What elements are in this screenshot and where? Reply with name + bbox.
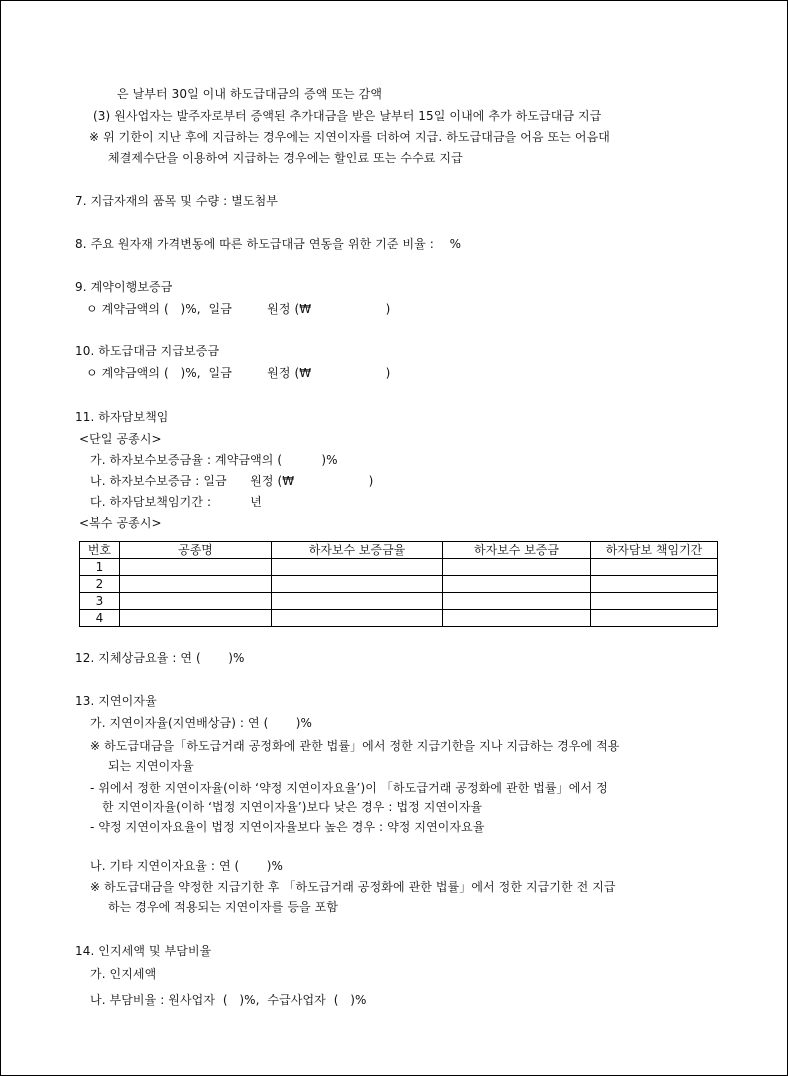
table-header: 하자보수 보증금: [443, 542, 591, 559]
table-header: 하자보수 보증금율: [272, 542, 443, 559]
text-line: ※ 위 기한이 지난 후에 지급하는 경우에는 지연이자를 더하여 지급. 하도급대금을 어음 또는 어음대: [89, 130, 610, 144]
section-14-heading: 14. 인지세액 및 부담비율: [75, 944, 212, 958]
section-7-heading: 7. 지급자재의 품목 및 수량 : 별도첨부: [75, 194, 278, 208]
text-line: ※ 하도급대금을 약정한 지급기한 후 「하도급거래 공정화에 관한 법률」에서 정한 지급기한 전 지급: [90, 880, 616, 894]
text-line: 가. 지연이자율(지연배상금) : 연 ( )%: [90, 716, 313, 730]
text-line: 되는 지연이자율: [108, 759, 194, 773]
text-line: 가. 인지세액: [90, 967, 157, 981]
text-line: <단일 공종시>: [79, 432, 162, 446]
row-number: 3: [80, 593, 120, 610]
section-13-heading: 13. 지연이자율: [75, 694, 157, 708]
row-number: 4: [80, 610, 120, 627]
table-row: [80, 610, 718, 627]
text-line: 다. 하자담보책임기간 : 년: [90, 495, 262, 509]
text-line: 나. 하자보수보증금 : 일금 원정 (₩ ): [90, 474, 374, 488]
text-line: 나. 기타 지연이자요율 : 연 ( )%: [90, 859, 284, 873]
text-line: ※ 하도급대금을「하도급거래 공정화에 관한 법률」에서 정한 지급기한을 지나 지급하는 경우에 적용: [90, 739, 620, 753]
table-header: 번호: [80, 542, 120, 559]
text-line: 가. 하자보수보증금율 : 계약금액의 ( )%: [90, 453, 338, 467]
table-row: [80, 593, 718, 610]
defect-liability-table: [79, 541, 718, 627]
text-line: - 약정 지연이자요율이 법정 지연이자율보다 높은 경우 : 약정 지연이자요율: [90, 820, 485, 834]
text-line: 은 날부터 30일 이내 하도급대금의 증액 또는 감액: [117, 87, 383, 101]
section-12-heading: 12. 지체상금요율 : 연 ( )%: [75, 651, 245, 665]
table-header: 공종명: [120, 542, 272, 559]
section-9-heading: 9. 계약이행보증금: [75, 280, 173, 294]
row-number: 2: [80, 576, 120, 593]
section-10-heading: 10. 하도급대금 지급보증금: [75, 344, 220, 358]
text-line: 한 지연이자율(이하 ‘법정 지연이자율’)보다 낮은 경우 : 법정 지연이자율: [102, 800, 483, 814]
section-11-heading: 11. 하자담보책임: [75, 410, 169, 424]
table-header: 하자담보 책임기간: [591, 542, 718, 559]
table-row: [80, 559, 718, 576]
text-line: ㅇ 계약금액의 ( )%, 일금 원정 (₩ ): [86, 366, 391, 380]
text-line: 체결제수단을 이용하여 지급하는 경우에는 할인료 또는 수수료 지급: [108, 151, 463, 165]
section-8-heading: 8. 주요 원자재 가격변동에 따른 하도급대금 연동을 위한 기준 비율 : %: [75, 237, 462, 251]
text-line: <복수 공종시>: [79, 516, 162, 530]
text-line: (3) 원사업자는 발주자로부터 증액된 추가대금을 받은 날부터 15일 이내에 추가 하도급대금 지급: [93, 109, 602, 123]
text-line: ㅇ 계약금액의 ( )%, 일금 원정 (₩ ): [86, 302, 391, 316]
table-row: [80, 576, 718, 593]
text-line: 나. 부담비율 : 원사업자 ( )%, 수급사업자 ( )%: [90, 993, 367, 1007]
text-line: - 위에서 정한 지연이자율(이하 ‘약정 지연이자요율’)이 「하도급거래 공정화에 관한 법률」에서 정: [90, 781, 608, 795]
row-number: 1: [80, 559, 120, 576]
text-line: 하는 경우에 적용되는 지연이자를 등을 포함: [108, 900, 339, 914]
